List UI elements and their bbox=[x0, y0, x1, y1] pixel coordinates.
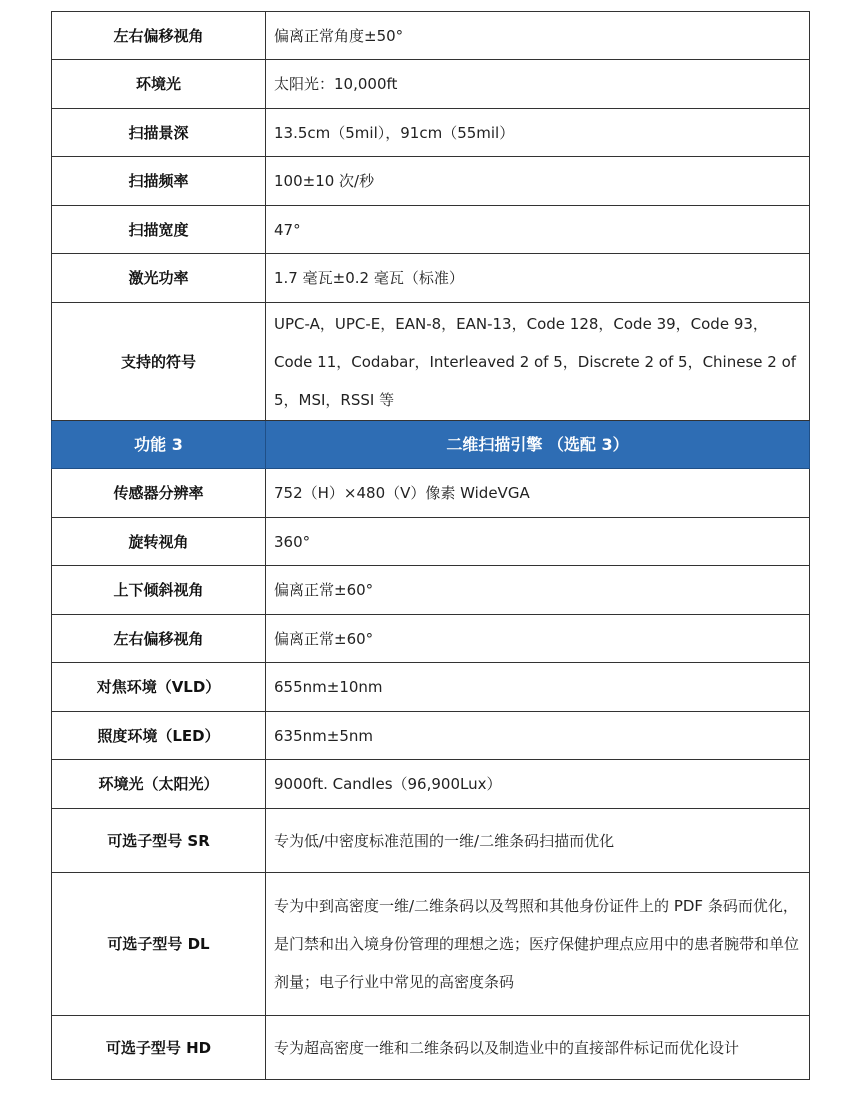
table-row bbox=[52, 760, 810, 809]
row-value: UPC-A，UPC-E，EAN-8，EAN-13，Code 128，Code 39，Code 93，Code 11，Codabar，Interleaved 2 of 5，Discrete 2 of 5，Chinese 2 of 5，MSI，RSSI 等 bbox=[266, 303, 810, 421]
row-label: 左右偏移视角 bbox=[52, 12, 266, 60]
row-label: 激光功率 bbox=[52, 254, 266, 303]
row-label: 传感器分辨率 bbox=[52, 469, 266, 518]
table-row bbox=[52, 469, 810, 518]
row-label: 环境光 bbox=[52, 60, 266, 109]
spec-table bbox=[51, 11, 810, 1080]
row-value: 专为低/中密度标准范围的一维/二维条码扫描而优化 bbox=[266, 809, 810, 873]
row-value: 专为中到高密度一维/二维条码以及驾照和其他身份证件上的 PDF 条码而优化，是门禁和出入境身份管理的理想之选；医疗保健护理点应用中的患者腕带和单位剂量；电子行业中常见的高密度条码 bbox=[266, 873, 810, 1016]
table-row bbox=[52, 518, 810, 566]
row-value: 13.5cm（5mil），91cm（55mil） bbox=[266, 109, 810, 157]
table-row bbox=[52, 12, 810, 60]
row-label: 环境光（太阳光） bbox=[52, 760, 266, 809]
table-row bbox=[52, 1016, 810, 1080]
section-label: 功能 3 bbox=[52, 421, 266, 469]
row-value: 偏离正常±60° bbox=[266, 566, 810, 615]
table-row bbox=[52, 873, 810, 1016]
row-label: 上下倾斜视角 bbox=[52, 566, 266, 615]
row-label: 可选子型号 HD bbox=[52, 1016, 266, 1080]
table-row bbox=[52, 615, 810, 663]
row-value: 偏离正常角度±50° bbox=[266, 12, 810, 60]
table-row bbox=[52, 663, 810, 712]
table-row bbox=[52, 60, 810, 109]
row-label: 扫描频率 bbox=[52, 157, 266, 206]
row-label: 扫描景深 bbox=[52, 109, 266, 157]
row-label: 扫描宽度 bbox=[52, 206, 266, 254]
table-row bbox=[52, 566, 810, 615]
row-value: 635nm±5nm bbox=[266, 712, 810, 760]
row-value: 360° bbox=[266, 518, 810, 566]
row-value: 655nm±10nm bbox=[266, 663, 810, 712]
row-value: 太阳光：10,000ft bbox=[266, 60, 810, 109]
row-value: 9000ft. Candles（96,900Lux） bbox=[266, 760, 810, 809]
row-value: 偏离正常±60° bbox=[266, 615, 810, 663]
row-value: 1.7 毫瓦±0.2 毫瓦（标准） bbox=[266, 254, 810, 303]
table-row bbox=[52, 809, 810, 873]
table-row bbox=[52, 206, 810, 254]
row-label: 照度环境（LED） bbox=[52, 712, 266, 760]
table-row bbox=[52, 157, 810, 206]
row-label: 可选子型号 SR bbox=[52, 809, 266, 873]
table-row bbox=[52, 109, 810, 157]
row-value: 100±10 次/秒 bbox=[266, 157, 810, 206]
table-row bbox=[52, 303, 810, 421]
row-label: 旋转视角 bbox=[52, 518, 266, 566]
table-row bbox=[52, 712, 810, 760]
row-label: 支持的符号 bbox=[52, 303, 266, 421]
row-label: 可选子型号 DL bbox=[52, 873, 266, 1016]
row-value: 专为超高密度一维和二维条码以及制造业中的直接部件标记而优化设计 bbox=[266, 1016, 810, 1080]
section-title: 二维扫描引擎 （选配 3） bbox=[266, 421, 810, 469]
row-label: 对焦环境（VLD） bbox=[52, 663, 266, 712]
row-label: 左右偏移视角 bbox=[52, 615, 266, 663]
table-row bbox=[52, 254, 810, 303]
row-value: 752（H）×480（V）像素 WideVGA bbox=[266, 469, 810, 518]
row-value: 47° bbox=[266, 206, 810, 254]
section-header-row bbox=[52, 421, 810, 469]
